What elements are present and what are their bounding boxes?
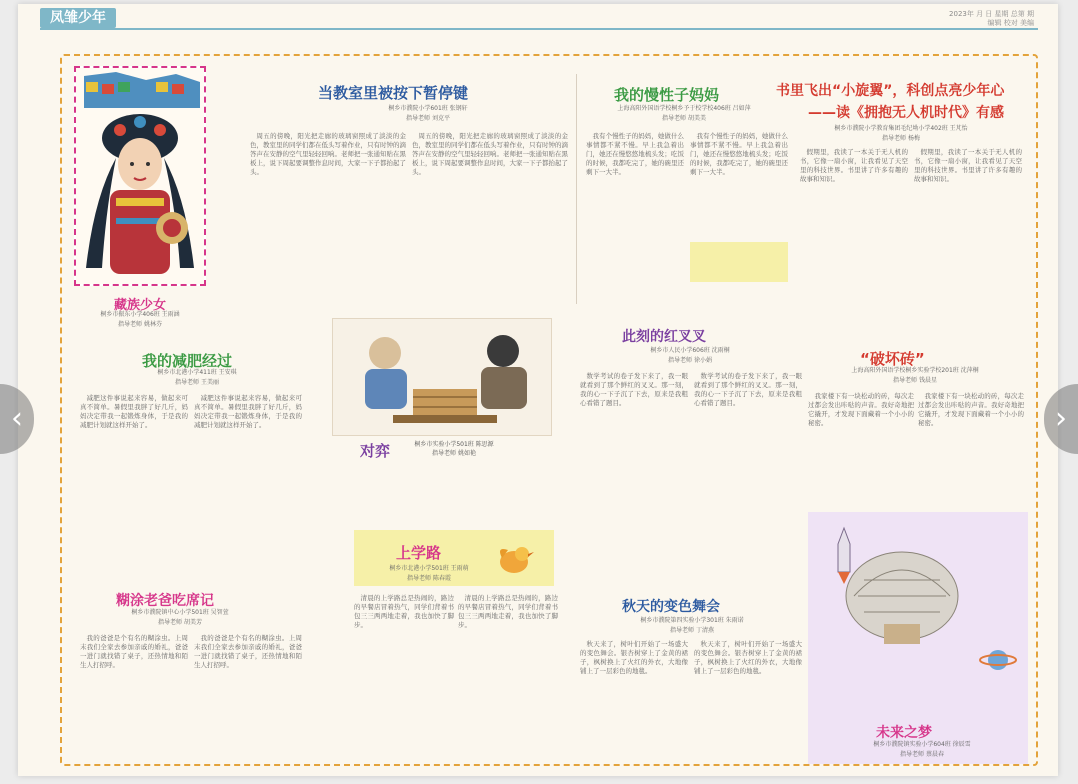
slow-mom-title: 我的慢性子妈妈 xyxy=(614,86,720,104)
slow-mom-highlight-box xyxy=(690,242,788,282)
destroy-text: 我家楼下有一块松动的砖，每次走过都会发出咔哒的声音。我好奇地把它撬开，才发现下面藏着一个小小的秘密。 xyxy=(808,392,914,427)
slow-mom-school: 上海高阳外国语学校桐乡予于校学校406班 吕如萍 xyxy=(617,105,751,112)
book-review-school: 桐乡市濮院小学教育集团毛纪坳小学402班 王芃怡 xyxy=(834,125,968,132)
school-road-body-2 xyxy=(458,594,558,754)
column-divider xyxy=(576,74,577,304)
future-dream-artwork xyxy=(824,524,964,654)
autumn-teacher: 指导老师 丁清燕 xyxy=(670,627,714,634)
future-dream-byline xyxy=(842,740,1002,760)
tibetan-girl-byline xyxy=(74,310,206,330)
dad-dinner-body-1 xyxy=(80,634,188,754)
tibetan-girl-teacher: 指导老师 姚林芬 xyxy=(118,321,162,328)
chess-title: 对弈 xyxy=(360,442,391,460)
tibetan-girl-school: 桐乡市振东小学406班 王雨涵 xyxy=(100,311,180,318)
bird-icon xyxy=(492,536,536,580)
diet-text-2: 减肥这件事说起来容易，做起来可真不简单。暑假里我胖了好几斤，妈妈决定带我一起锻炼身体，于是我的减肥计划就这样开始了。 xyxy=(194,394,302,429)
book-review-title-line2: ——读《拥抱无人机时代》有感 xyxy=(808,105,1004,121)
pause-key-body-1 xyxy=(250,132,406,310)
school-road-teacher: 指导老师 陈春霞 xyxy=(407,575,451,582)
future-dream-title: 未来之梦 xyxy=(876,725,932,741)
school-road-byline xyxy=(364,564,494,584)
destroy-byline xyxy=(810,366,1020,386)
diet-school: 桐乡市北港小学411班 王安琪 xyxy=(157,369,237,376)
school-road-text-2: 清晨的上学路总是热闹的，路边的早餐店冒着热气，同学们背着书包三三两两地走着，我也加快了脚步。 xyxy=(458,594,558,629)
school-road-text: 清晨的上学路总是热闹的，路边的早餐店冒着热气，同学们背着书包三三两两地走着，我也加快了脚步。 xyxy=(354,594,454,629)
issue-meta xyxy=(949,10,1034,28)
future-dream-teacher: 指导老师 蔡晨春 xyxy=(900,751,944,758)
dad-dinner-body-2 xyxy=(194,634,302,754)
chess-byline xyxy=(394,440,514,458)
newspaper-page xyxy=(18,4,1058,776)
diet-title: 我的减肥经过 xyxy=(142,352,233,370)
pause-key-teacher: 指导老师 刘克平 xyxy=(406,115,450,122)
autumn-title: 秋天的变色舞会 xyxy=(622,599,720,615)
dad-dinner-text-2: 我的爸爸是个有名的糊涂虫。上周末我们全家去参加亲戚的婚礼，爸爸一进门就找错了桌子，还热情地和陌生人打招呼。 xyxy=(194,634,302,669)
destroy-text-2: 我家楼下有一块松动的砖，每次走过都会发出咔哒的声音。我好奇地把它撬开，才发现下面藏着一个小小的秘密。 xyxy=(918,392,1024,427)
dad-dinner-teacher: 指导老师 胡美芳 xyxy=(158,619,202,626)
slow-mom-body-1 xyxy=(586,132,684,282)
destroy-title: “破坏砖” xyxy=(860,350,925,368)
fork-byline xyxy=(590,346,790,366)
slow-mom-teacher: 指导老师 胡美美 xyxy=(662,115,706,122)
masthead xyxy=(18,4,1058,30)
pause-key-body-2 xyxy=(412,132,568,310)
fork-teacher: 指导老师 徐小娟 xyxy=(668,357,712,364)
planet-drawing xyxy=(978,642,1018,678)
chevron-left-icon: ‹ xyxy=(11,401,23,436)
book-review-body-2 xyxy=(914,148,1022,334)
slow-mom-text-2: 我有个慢性子的妈妈，她做什么事情都不紧不慢。早上我急着出门，她还在慢悠悠地梳头发；吃饭的时候，我都吃完了，她的碗里还剩下一大半。 xyxy=(690,132,788,176)
bird-drawing xyxy=(492,536,536,580)
chess-school: 桐乡市实验小学501班 陈思源 xyxy=(414,441,494,448)
autumn-school: 桐乡市濮院第四实验小学301班 朱雨诺 xyxy=(640,617,744,624)
autumn-body-1 xyxy=(580,640,688,756)
planet-icon xyxy=(978,642,1018,678)
chess-drawing xyxy=(333,319,552,436)
chess-teacher: 指导老师 姚如艳 xyxy=(432,450,476,457)
school-road-school: 桐乡市北港小学501班 王雨萌 xyxy=(389,565,469,572)
autumn-byline xyxy=(592,616,792,636)
diet-body-2 xyxy=(194,394,302,574)
issue-meta-line1: 2023年 月 日 星期 总第 期 xyxy=(949,10,1034,18)
fork-school: 桐乡市人民小学606班 沈雨桐 xyxy=(650,347,730,354)
diet-text: 减肥这件事说起来容易，做起来可真不简单。暑假里我胖了好几斤，妈妈决定带我一起锻炼身体，于是我的减肥计划就这样开始了。 xyxy=(80,394,188,429)
fork-body-2 xyxy=(694,372,802,584)
book-review-title-line1: 书里飞出“小旋翼”，科创点亮少年心 xyxy=(776,83,1005,99)
school-road-title: 上学路 xyxy=(396,544,442,562)
tibetan-girl-artwork xyxy=(74,66,206,286)
masthead-rule xyxy=(40,28,1038,30)
dad-dinner-title: 糊涂老爸吃席记 xyxy=(116,593,214,609)
fork-title: 此刻的红叉叉 xyxy=(622,329,706,345)
book-review-byline xyxy=(796,124,1006,144)
section-brand: 凤雏少年 xyxy=(40,8,116,28)
fork-text-2: 数学考试的卷子发下来了，我一眼就看到了那个鲜红的叉叉。那一刻，我的心一下子沉了下去，原来是我粗心看错了题目。 xyxy=(694,372,802,407)
fork-text: 数学考试的卷子发下来了，我一眼就看到了那个鲜红的叉叉。那一刻，我的心一下子沉了下去，原来是我粗心看错了题目。 xyxy=(580,372,688,407)
dad-dinner-byline xyxy=(90,608,270,628)
chevron-right-icon: › xyxy=(1055,401,1067,436)
tibetan-girl-title: 藏族少女 xyxy=(114,298,167,313)
diet-byline xyxy=(112,368,282,388)
book-review-teacher: 指导老师 杨梅 xyxy=(882,135,920,142)
school-road-body-1 xyxy=(354,594,454,754)
future-dream-school: 桐乡市濮院镇实验小学604班 徐辰雪 xyxy=(873,741,971,748)
dad-dinner-school: 桐乡市濮院镇中心小学501班 吴智萱 xyxy=(131,609,229,616)
tibetan-girl-drawing xyxy=(76,68,204,284)
book-review-body-1 xyxy=(800,148,908,334)
destroy-school: 上海高阳外国语学校桐乡实验学校201班 沈萍桐 xyxy=(851,367,979,374)
destroy-teacher: 指导老师 钱晨星 xyxy=(893,377,937,384)
pause-key-text-2: 周五的傍晚，阳光把走廊的玻璃窗照成了淡淡的金色，教室里的同学们都在低头写着作业，只有时钟的滴答声在安静的空气里轻轻回响。老师把一张通知贴在黑板上，说下周起要调整作息时间，大家一下子都抬起了头。 xyxy=(412,132,568,176)
autumn-body-2 xyxy=(694,640,802,756)
dad-dinner-text: 我的爸爸是个有名的糊涂虫。上周末我们全家去参加亲戚的婚礼，爸爸一进门就找错了桌子，还热情地和陌生人打招呼。 xyxy=(80,634,188,669)
slow-mom-byline xyxy=(584,104,784,124)
slow-mom-text: 我有个慢性子的妈妈，她做什么事情都不紧不慢。早上我急着出门，她还在慢悠悠地梳头发；吃饭的时候，我都吃完了，她的碗里还剩下一大半。 xyxy=(586,132,684,176)
book-review-text-2: 假期里，我读了一本关于无人机的书，它像一扇小窗，让我看见了天空里的科技世界。书里讲了许多有趣的故事和知识。 xyxy=(914,148,1022,183)
pause-key-text: 周五的傍晚，阳光把走廊的玻璃窗照成了淡淡的金色，教室里的同学们都在低头写着作业，只有时钟的滴答声在安静的空气里轻轻回响。老师把一张通知贴在黑板上，说下周起要调整作息时间，大家一下子都抬起了头。 xyxy=(250,132,406,176)
book-review-text: 假期里，我读了一本关于无人机的书，它像一扇小窗，让我看见了天空里的科技世界。书里讲了许多有趣的故事和知识。 xyxy=(800,148,908,183)
diet-body-1 xyxy=(80,394,188,574)
autumn-text: 秋天来了，树叶们开始了一场盛大的变色舞会。银杏树穿上了金黄的裙子，枫树换上了火红的外衣，大地像铺上了一层彩色的地毯。 xyxy=(580,640,688,675)
diet-teacher: 指导老师 王美丽 xyxy=(175,379,219,386)
future-dream-drawing xyxy=(824,524,964,654)
pause-key-school: 桐乡市濮院小学601班 张钢轩 xyxy=(388,105,468,112)
fork-body-1 xyxy=(580,372,688,584)
pause-key-title: 当教室里被按下暂停键 xyxy=(318,84,469,102)
autumn-text-2: 秋天来了，树叶们开始了一场盛大的变色舞会。银杏树穿上了金黄的裙子，枫树换上了火红的外衣，大地像铺上了一层彩色的地毯。 xyxy=(694,640,802,675)
chess-artwork xyxy=(332,318,552,436)
destroy-body-1 xyxy=(808,392,914,502)
destroy-body-2 xyxy=(918,392,1024,502)
issue-meta-line2: 编辑 校对 美编 xyxy=(987,19,1034,27)
pause-key-byline xyxy=(318,104,538,124)
